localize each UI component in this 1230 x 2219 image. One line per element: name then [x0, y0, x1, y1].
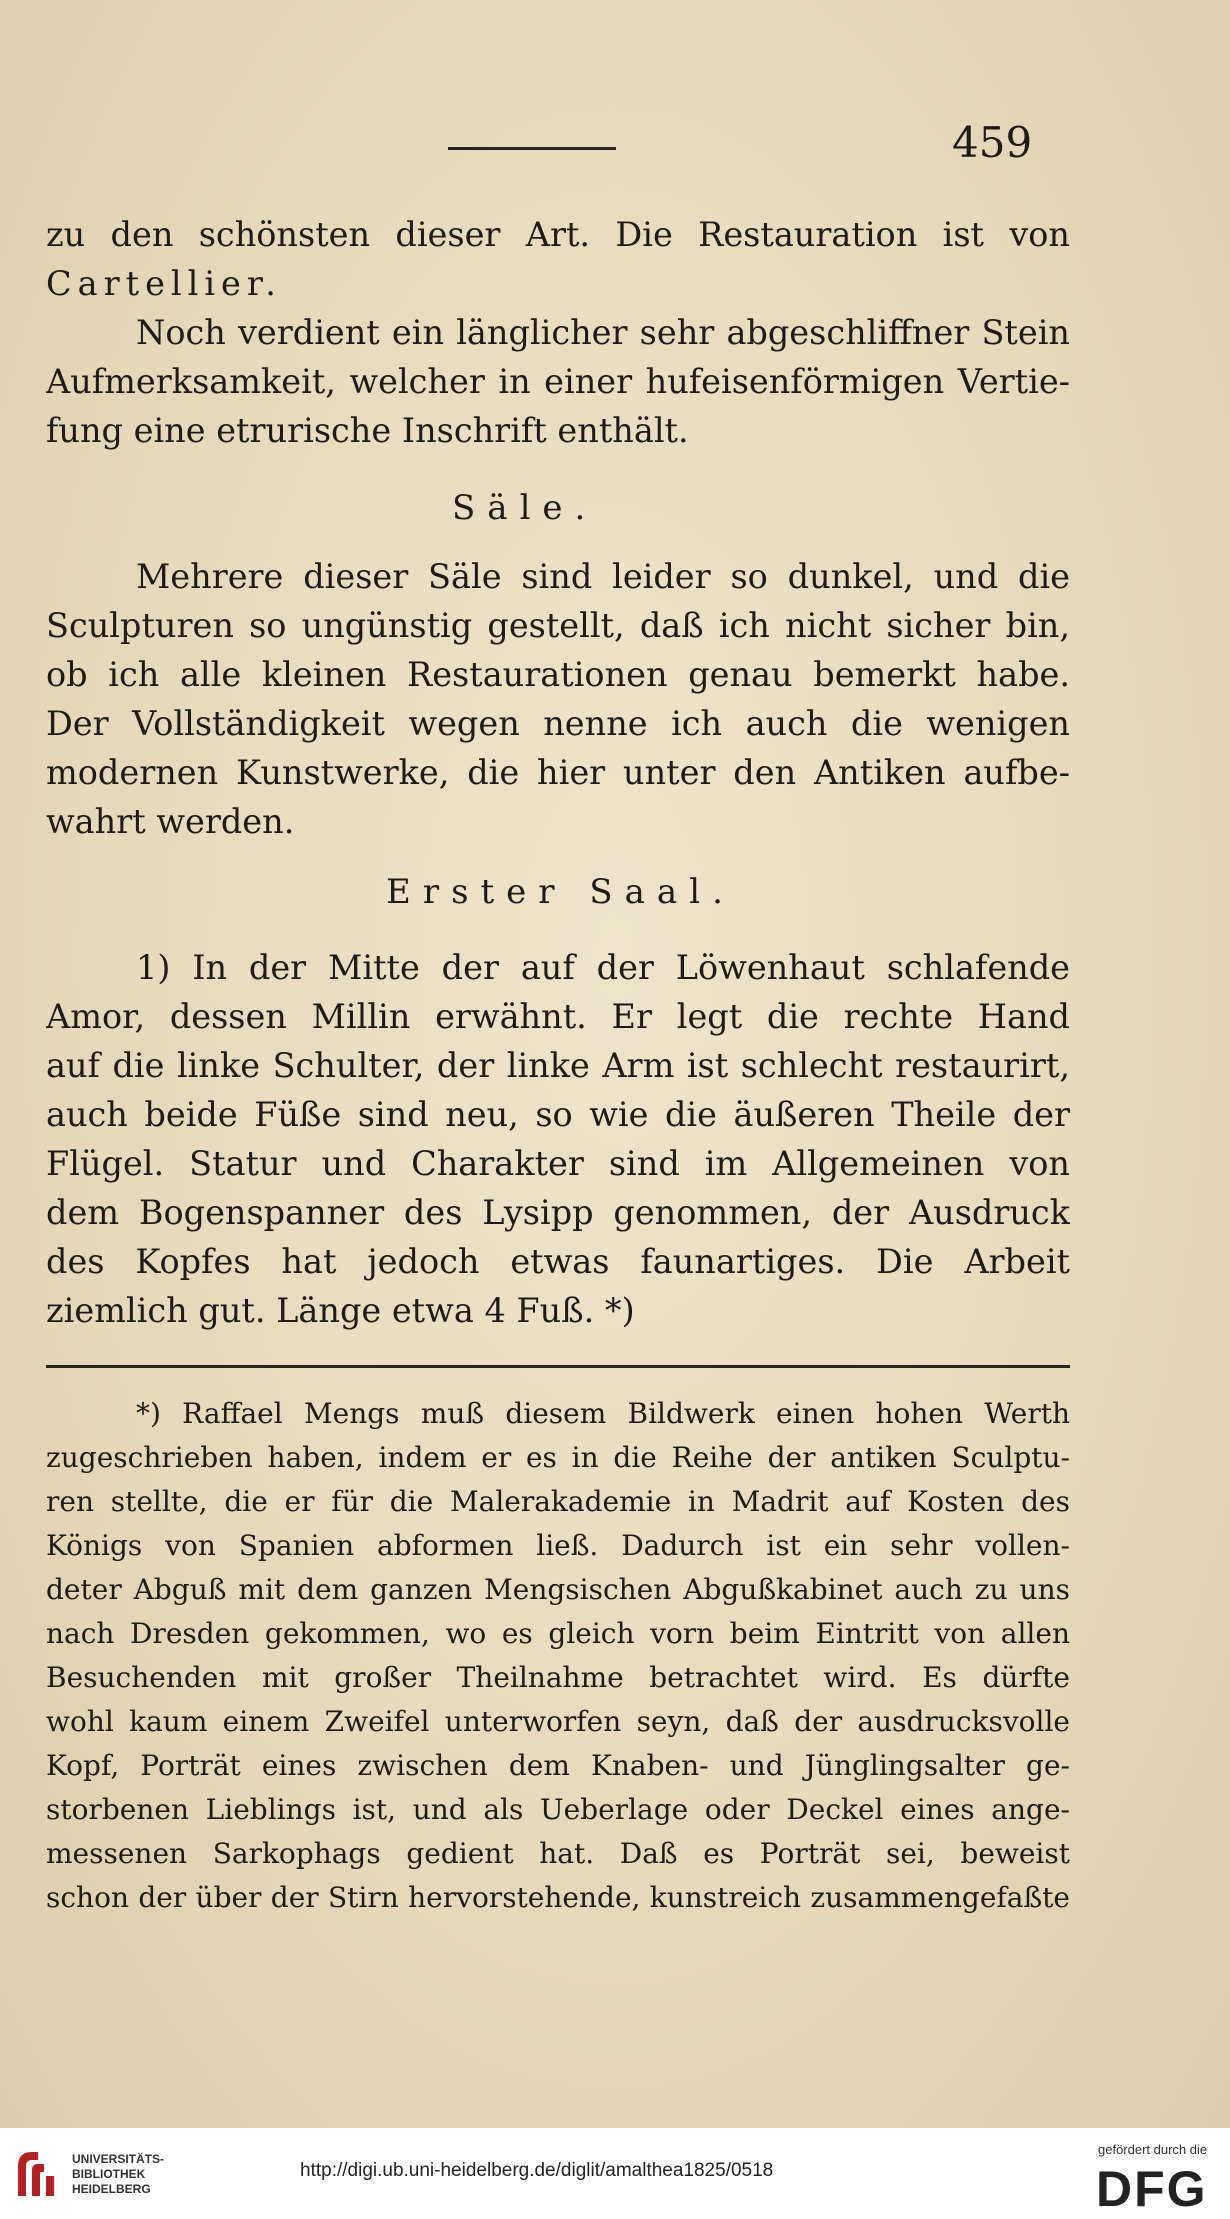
footnote-line: Besuchenden mit großer Theilnahme betrachtet wird. Es dürfte	[46, 1661, 1070, 1694]
text-line: Mehrere dieser Säle sind leider so dunkel, und die	[136, 557, 1070, 596]
footnote-line: storbenen Lieblings ist, und als Ueberlage oder Deckel eines ange-	[46, 1793, 1070, 1826]
footnote-line: messenen Sarkophags gedient hat. Daß es Porträt sei, beweist	[46, 1837, 1070, 1870]
text-line: Flügel. Statur und Charakter sind im Allgemeinen von	[46, 1144, 1070, 1183]
section-heading-erster-saal: Erster Saal.	[386, 872, 735, 912]
footnote-block	[46, 1392, 1070, 1920]
footnote-line: ren stellte, die er für die Malerakademie in Madrit auf Kosten des	[46, 1485, 1070, 1518]
footnote-line: wohl kaum einem Zweifel unterworfen seyn, daß der ausdrucksvolle	[46, 1705, 1070, 1738]
footer-bar	[0, 2128, 1230, 2219]
footnote-line: *) Raffael Mengs muß diesem Bildwerk einen hohen Werth	[136, 1397, 1070, 1430]
text-line: 1) In der Mitte der auf der Löwenhaut schlafende	[136, 948, 1070, 987]
text-line: Aufmerksamkeit, welcher in einer hufeisenförmigen Vertie-	[46, 362, 1070, 401]
text-line: dem Bogenspanner des Lysipp genommen, der Ausdruck	[46, 1193, 1070, 1232]
footnote-line: nach Dresden gekommen, wo es gleich vorn beim Eintritt von allen	[46, 1617, 1070, 1650]
footnote-line: zugeschrieben haben, indem er es in die Reihe der antiken Sculptu-	[46, 1441, 1070, 1474]
main-text-block	[46, 210, 1070, 1335]
source-url-link[interactable]: http://digi.ub.uni-heidelberg.de/diglit/amalthea1825/0518	[300, 2160, 774, 2181]
text-line: Noch verdient ein länglicher sehr abgeschliffner Stein	[136, 313, 1070, 352]
footnote-line: deter Abguß mit dem ganzen Mengsischen Abgußkabinet auch zu uns	[46, 1573, 1070, 1606]
footnote-line: schon der über der Stirn hervorstehende, kunstreich zusammengefaßte	[46, 1881, 1070, 1914]
text-line: auf die linke Schulter, der linke Arm ist schlecht restaurirt,	[46, 1046, 1070, 1085]
section-heading-saele: Säle.	[452, 488, 598, 528]
text-line: ziemlich gut. Länge etwa 4 Fuß. *)	[46, 1291, 635, 1330]
text-line: Sculpturen so ungünstig gestellt, daß ich nicht sicher bin,	[46, 606, 1070, 645]
footnote-line: Kopf, Porträt eines zwischen dem Knaben- und Jünglingsalter ge-	[46, 1749, 1070, 1782]
text-line: wahrt werden.	[46, 802, 295, 841]
text-line: auch beide Füße sind neu, so wie die äußeren Theile der	[46, 1095, 1070, 1134]
text-line: Cartellier.	[46, 264, 282, 303]
text-line: Amor, dessen Millin erwähnt. Er legt die rechte Hand	[46, 997, 1070, 1036]
text-line: zu den schönsten dieser Art. Die Restauration ist von	[46, 215, 1070, 254]
dfg-logo: DFG	[1096, 2161, 1208, 2217]
text-line: fung eine etrurische Inschrift enthält.	[46, 411, 689, 450]
text-line: ob ich alle kleinen Restaurationen genau bemerkt habe.	[46, 655, 1070, 694]
page-number: 459	[952, 118, 1033, 167]
footnote-line: Königs von Spanien abformen ließ. Dadurch ist ein sehr vollen-	[46, 1529, 1070, 1562]
header-rule	[448, 147, 616, 150]
text-line: des Kopfes hat jedoch etwas faunartiges. Die Arbeit	[46, 1242, 1070, 1281]
footnote-rule	[46, 1365, 1070, 1368]
library-name: UNIVERSITÄTS- BIBLIOTHEK HEIDELBERG	[72, 2152, 165, 2196]
text-line: modernen Kunstwerke, die hier unter den Antiken aufbe-	[46, 753, 1070, 792]
text-line: Der Vollständigkeit wegen nenne ich auch die wenigen	[46, 704, 1070, 743]
library-logo-icon	[12, 2146, 64, 2202]
dfg-caption: gefördert durch die	[1098, 2142, 1208, 2157]
